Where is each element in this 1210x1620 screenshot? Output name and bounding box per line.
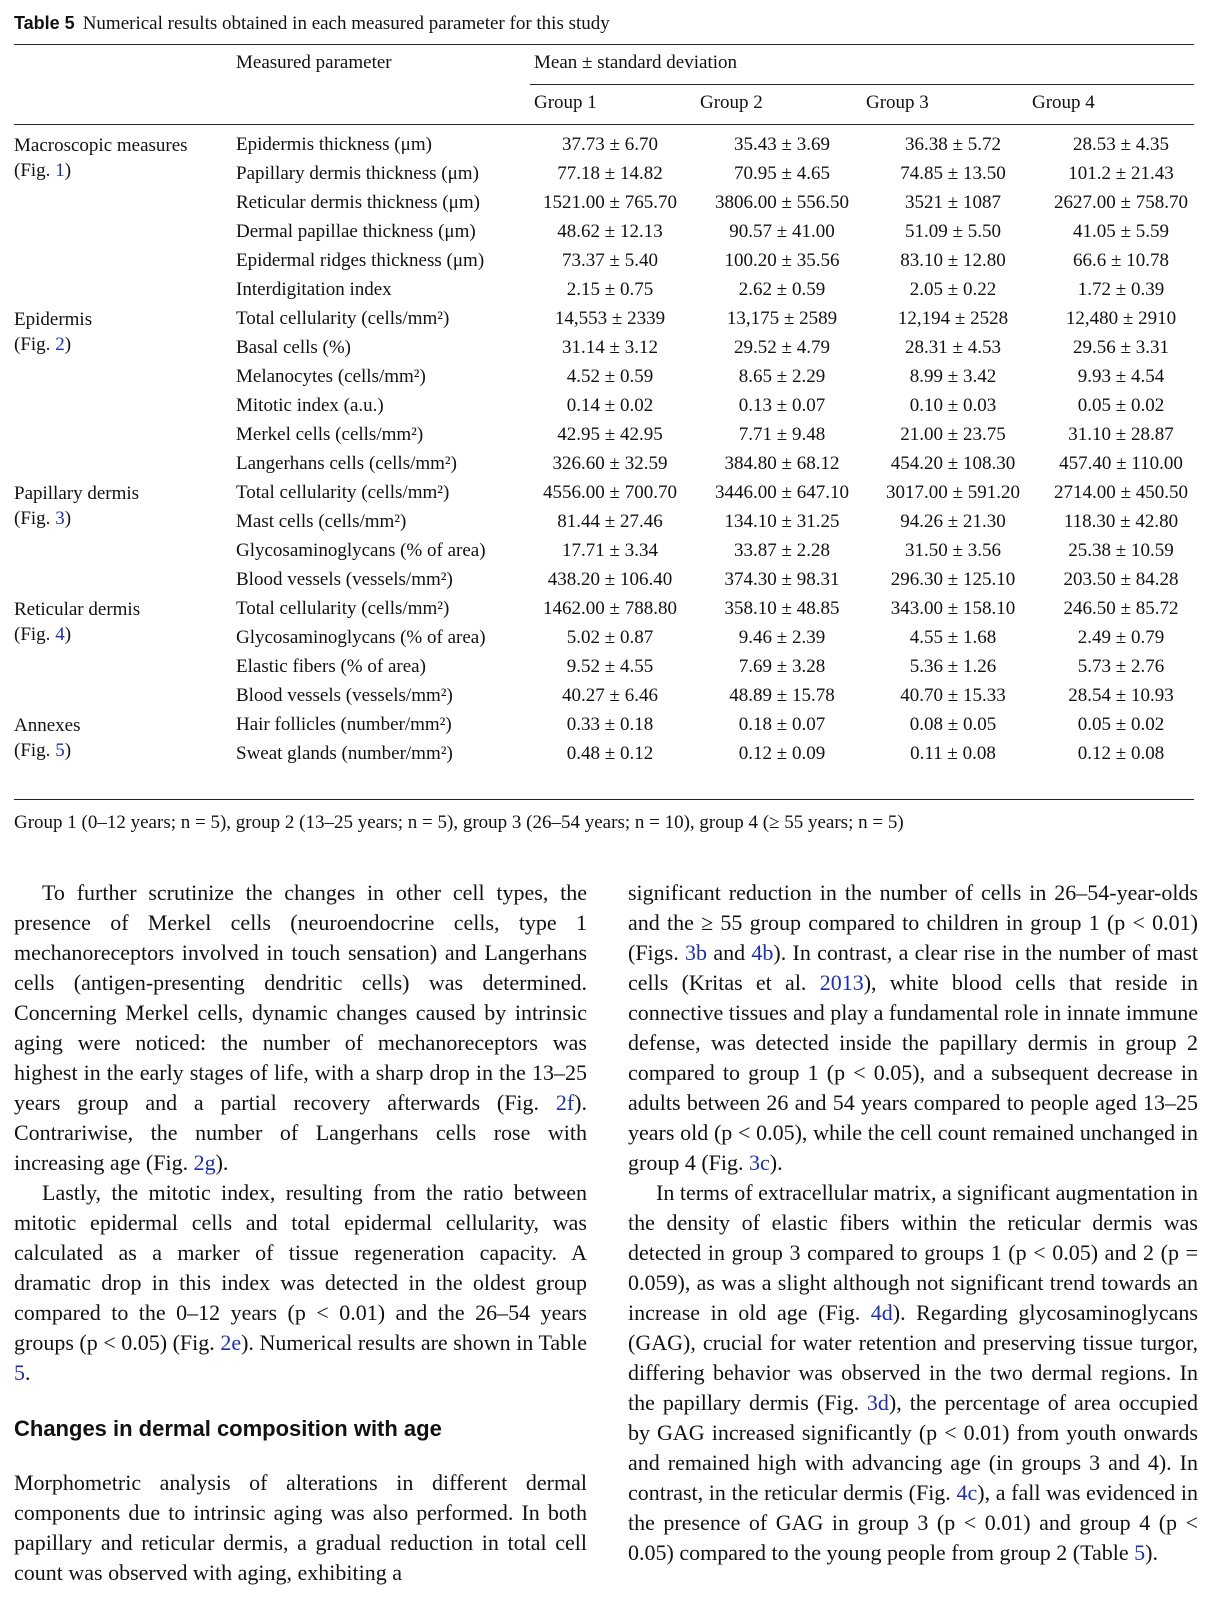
table-row (0, 333, 1210, 363)
table-row (0, 449, 1210, 479)
paragraph: In terms of extracellular matrix, a significant augmentation in the density of elastic fibers within the reticular dermis was detected in group 3 compared to groups 1 (p < 0.05) and 2 (p = 0.059), as was a slight although not significant trend towards an increase in old age (Fig. 4d). Regarding glycosaminoglycans (GAG), crucial for water retention and preserving tissue turgor, differing behavior was observed in the two dermal regions. In the papillary dermis (Fig. 3d), the percentage of area occupied by GAG increased significantly (p < 0.01) from youth onwards and remained high with advancing age (in groups 3 and 4). In contrast, in the reticular dermis (Fig. 4c), a fall was evidenced in the presence of GAG in group 3 (p < 0.01) and group 4 (p < 0.05) compared to the young people from group 2 (Table 5). (628, 1180, 1198, 1565)
table-top-rule (14, 44, 1194, 45)
figure-link[interactable]: 4c (956, 1480, 978, 1505)
figure-link[interactable]: 5 (55, 740, 65, 761)
section-label: Macroscopic measures (Fig. 1) (14, 135, 188, 181)
citation-link[interactable]: 2013 (819, 970, 864, 995)
table-row (0, 565, 1210, 595)
value-cell-group-1: 14,553 ± 2339 (554, 308, 666, 329)
table-row (0, 420, 1210, 450)
table-row (0, 536, 1210, 566)
value-cell-group-3: 40.70 ± 15.33 (900, 685, 1006, 706)
value-cell-group-4: 9.93 ± 4.54 (1077, 366, 1165, 387)
figure-link[interactable]: 2f (555, 1090, 575, 1115)
value-cell-group-2: 0.13 ± 0.07 (738, 395, 826, 416)
value-cell-group-2: 0.12 ± 0.09 (738, 743, 826, 764)
section-label: Epidermis (Fig. 2) (14, 309, 93, 355)
parameter-name: Elastic fibers (% of area) (236, 656, 426, 677)
table-row (0, 681, 1210, 711)
value-cell-group-1: 0.48 ± 0.12 (566, 743, 654, 764)
header-group-3: Group 3 (866, 92, 929, 113)
value-cell-group-3: 5.36 ± 1.26 (909, 656, 997, 677)
text-column-left (14, 878, 587, 1588)
value-cell-group-2: 48.89 ± 15.78 (729, 685, 835, 706)
table-row (0, 275, 1210, 305)
table-label: Table 5 (14, 13, 75, 33)
figure-link[interactable]: 2 (55, 334, 65, 355)
value-cell-group-2: 70.95 ± 4.65 (734, 163, 830, 184)
value-cell-group-3: 94.26 ± 21.30 (900, 511, 1006, 532)
value-cell-group-4: 2.49 ± 0.79 (1077, 627, 1165, 648)
figure-link[interactable]: 3 (55, 508, 65, 529)
figure-link[interactable]: 3b (685, 940, 708, 965)
table-row (0, 159, 1210, 189)
value-cell-group-2: 358.10 ± 48.85 (724, 598, 840, 619)
value-cell-group-1: 73.37 ± 5.40 (562, 250, 658, 271)
table-row (0, 304, 1210, 334)
paragraph: Morphometric analysis of alterations in different dermal components due to intrinsic aging was also performed. In both papillary and reticular dermis, a gradual reduction in total cell count was observed with aging, exhibiting a (14, 1470, 587, 1585)
table-row (0, 478, 1210, 508)
value-cell-group-4: 12,480 ± 2910 (1065, 308, 1177, 329)
value-cell-group-3: 4.55 ± 1.68 (909, 627, 997, 648)
value-cell-group-4: 31.10 ± 28.87 (1068, 424, 1174, 445)
parameter-name: Hair follicles (number/mm²) (236, 714, 452, 735)
figure-link[interactable]: 4 (55, 624, 65, 645)
parameter-name: Glycosaminoglycans (% of area) (236, 540, 486, 561)
value-cell-group-4: 28.53 ± 4.35 (1073, 134, 1169, 155)
value-cell-group-3: 36.38 ± 5.72 (905, 134, 1001, 155)
value-cell-group-3: 51.09 ± 5.50 (905, 221, 1001, 242)
parameter-name: Epidermal ridges thickness (μm) (236, 250, 485, 271)
parameter-name: Blood vessels (vessels/mm²) (236, 685, 453, 706)
value-cell-group-4: 0.12 ± 0.08 (1077, 743, 1165, 764)
value-cell-group-3: 296.30 ± 125.10 (890, 569, 1016, 590)
table-row (0, 130, 1210, 160)
value-cell-group-1: 1521.00 ± 765.70 (543, 192, 677, 213)
parameter-name: Reticular dermis thickness (μm) (236, 192, 480, 213)
table-row (0, 594, 1210, 624)
parameter-name: Glycosaminoglycans (% of area) (236, 627, 486, 648)
table-caption-text: Numerical results obtained in each measured parameter for this study (82, 13, 610, 34)
value-cell-group-2: 7.71 ± 9.48 (738, 424, 826, 445)
value-cell-group-1: 17.71 ± 3.34 (562, 540, 658, 561)
value-cell-group-4: 41.05 ± 5.59 (1073, 221, 1169, 242)
parameter-name: Melanocytes (cells/mm²) (236, 366, 426, 387)
parameter-name: Mitotic index (a.u.) (236, 395, 384, 416)
value-cell-group-2: 8.65 ± 2.29 (738, 366, 826, 387)
table-caption (14, 10, 1194, 37)
value-cell-group-3: 2.05 ± 0.22 (909, 279, 997, 300)
table-row (0, 362, 1210, 392)
table-header-rule (14, 124, 1194, 125)
parameter-name: Dermal papillae thickness (μm) (236, 221, 476, 242)
value-cell-group-4: 101.2 ± 21.43 (1068, 163, 1174, 184)
value-cell-group-1: 2.15 ± 0.75 (566, 279, 654, 300)
value-cell-group-1: 0.33 ± 0.18 (566, 714, 654, 735)
parameter-name: Total cellularity (cells/mm²) (236, 308, 450, 329)
value-cell-group-1: 31.14 ± 3.12 (562, 337, 658, 358)
value-cell-group-2: 2.62 ± 0.59 (738, 279, 826, 300)
value-cell-group-4: 0.05 ± 0.02 (1077, 395, 1165, 416)
figure-link[interactable]: 2e (220, 1330, 242, 1355)
value-cell-group-2: 29.52 ± 4.79 (734, 337, 830, 358)
value-cell-group-3: 454.20 ± 108.30 (890, 453, 1016, 474)
value-cell-group-1: 48.62 ± 12.13 (557, 221, 663, 242)
parameter-name: Blood vessels (vessels/mm²) (236, 569, 453, 590)
value-cell-group-4: 0.05 ± 0.02 (1077, 714, 1165, 735)
figure-link[interactable]: 3c (749, 1150, 770, 1175)
value-cell-group-1: 326.60 ± 32.59 (552, 453, 668, 474)
parameter-name: Total cellularity (cells/mm²) (236, 598, 450, 619)
table-row (0, 391, 1210, 421)
value-cell-group-1: 4.52 ± 0.59 (566, 366, 654, 387)
paragraph: significant reduction in the number of cells in 26–54-year-olds and the ≥ 55 group compared to children in group 1 (p < 0.01) (Figs. 3b and 4b). In contrast, a clear rise in the number of mast cells (Kritas et al. 2013), white blood cells that reside in connective tissues and play a fundamental role in innate immune defense, was detected inside the papillary dermis in group 2 compared to group 1 (p < 0.05), and a subsequent decrease in adults between 26 and 54 years compared to people aged 13–25 years old (p < 0.05), while the cell count remained unchanged in group 4 (Fig. 3c). (628, 880, 1198, 1175)
value-cell-group-3: 8.99 ± 3.42 (909, 366, 997, 387)
header-group-2: Group 2 (700, 92, 763, 113)
value-cell-group-4: 5.73 ± 2.76 (1077, 656, 1165, 677)
parameter-name: Merkel cells (cells/mm²) (236, 424, 424, 445)
value-cell-group-3: 343.00 ± 158.10 (890, 598, 1016, 619)
value-cell-group-2: 35.43 ± 3.69 (734, 134, 830, 155)
figure-link[interactable]: 3d (866, 1390, 889, 1415)
parameter-name: Langerhans cells (cells/mm²) (236, 453, 457, 474)
value-cell-group-3: 3017.00 ± 591.20 (886, 482, 1020, 503)
value-cell-group-4: 28.54 ± 10.93 (1068, 685, 1174, 706)
value-cell-group-4: 246.50 ± 85.72 (1063, 598, 1179, 619)
value-cell-group-2: 384.80 ± 68.12 (724, 453, 840, 474)
table-group-rule (530, 84, 1194, 85)
value-cell-group-3: 28.31 ± 4.53 (905, 337, 1001, 358)
parameter-name: Sweat glands (number/mm²) (236, 743, 453, 764)
paragraph: To further scrutinize the changes in other cell types, the presence of Merkel cells (neuroendocrine cells, type 1 mechanoreceptors involved in touch sensation) and Langerhans cells (antigen-presenting dendritic cells) was determined. Concerning Merkel cells, dynamic changes caused by intrinsic aging were noticed: the number of mechanoreceptors was highest in the early stages of life, with a sharp drop in the 13–25 years group and a partial recovery afterwards (Fig. 2f). Contrariwise, the number of Langerhans cells rose with increasing age (Fig. 2g). (14, 880, 587, 1175)
value-cell-group-1: 77.18 ± 14.82 (557, 163, 663, 184)
value-cell-group-2: 100.20 ± 35.56 (724, 250, 840, 271)
value-cell-group-1: 438.20 ± 106.40 (547, 569, 673, 590)
parameter-name: Mast cells (cells/mm²) (236, 511, 407, 532)
value-cell-group-4: 25.38 ± 10.59 (1068, 540, 1174, 561)
value-cell-group-4: 457.40 ± 110.00 (1059, 453, 1183, 474)
value-cell-group-2: 3446.00 ± 647.10 (715, 482, 849, 503)
value-cell-group-3: 3521 ± 1087 (905, 192, 1001, 213)
section-heading: Changes in dermal composition with age (14, 1416, 442, 1441)
section-label: Annexes (Fig. 5) (14, 715, 81, 761)
value-cell-group-2: 3806.00 ± 556.50 (715, 192, 849, 213)
value-cell-group-4: 1.72 ± 0.39 (1077, 279, 1165, 300)
table-row (0, 710, 1210, 740)
value-cell-group-2: 9.46 ± 2.39 (738, 627, 826, 648)
value-cell-group-1: 5.02 ± 0.87 (566, 627, 654, 648)
table-row (0, 246, 1210, 276)
value-cell-group-4: 118.30 ± 42.80 (1063, 511, 1179, 532)
value-cell-group-1: 37.73 ± 6.70 (562, 134, 658, 155)
table-bottom-rule (14, 799, 1194, 800)
table-row (0, 652, 1210, 682)
value-cell-group-2: 374.30 ± 98.31 (724, 569, 840, 590)
paragraph: Lastly, the mitotic index, resulting from the ratio between mitotic epidermal cells and total epidermal cellularity, was calculated as a marker of tissue regeneration capacity. A dramatic drop in this index was detected in the oldest group compared to the 0–12 years (p < 0.01) and the 26–54 years groups (p < 0.05) (Fig. 2e). Numerical results are shown in Table 5. (14, 1180, 587, 1385)
table-row (0, 739, 1210, 769)
value-cell-group-2: 33.87 ± 2.28 (734, 540, 830, 561)
value-cell-group-4: 29.56 ± 3.31 (1073, 337, 1169, 358)
value-cell-group-1: 1462.00 ± 788.80 (543, 598, 677, 619)
value-cell-group-4: 2627.00 ± 758.70 (1054, 192, 1188, 213)
table-row (0, 217, 1210, 247)
table-row (0, 188, 1210, 218)
value-cell-group-2: 7.69 ± 3.28 (738, 656, 826, 677)
value-cell-group-3: 0.08 ± 0.05 (909, 714, 997, 735)
value-cell-group-1: 0.14 ± 0.02 (566, 395, 654, 416)
value-cell-group-3: 31.50 ± 3.56 (905, 540, 1001, 561)
value-cell-group-3: 21.00 ± 23.75 (900, 424, 1006, 445)
value-cell-group-1: 4556.00 ± 700.70 (543, 482, 677, 503)
value-cell-group-4: 66.6 ± 10.78 (1073, 250, 1169, 271)
value-cell-group-1: 9.52 ± 4.55 (566, 656, 654, 677)
table-row (0, 623, 1210, 653)
text-column-right (628, 878, 1198, 1568)
value-cell-group-3: 0.10 ± 0.03 (909, 395, 997, 416)
figure-link[interactable]: 1 (55, 160, 65, 181)
value-cell-group-1: 81.44 ± 27.46 (557, 511, 663, 532)
value-cell-group-2: 13,175 ± 2589 (726, 308, 838, 329)
value-cell-group-3: 0.11 ± 0.08 (910, 743, 996, 764)
value-cell-group-3: 74.85 ± 13.50 (900, 163, 1006, 184)
parameter-name: Total cellularity (cells/mm²) (236, 482, 450, 503)
value-cell-group-4: 2714.00 ± 450.50 (1054, 482, 1188, 503)
parameter-name: Basal cells (%) (236, 337, 352, 358)
header-mean-sd: Mean ± standard deviation (534, 52, 738, 73)
value-cell-group-1: 40.27 ± 6.46 (562, 685, 658, 706)
table-footnote: Group 1 (0–12 years; n = 5), group 2 (13–25 years; n = 5), group 3 (26–54 years; n = 10), group 4 (≥ 55 years; n = 5) (14, 812, 904, 833)
header-group-4: Group 4 (1032, 92, 1095, 113)
parameter-name: Papillary dermis thickness (μm) (236, 163, 479, 184)
parameter-name: Epidermis thickness (μm) (236, 134, 432, 155)
value-cell-group-2: 0.18 ± 0.07 (738, 714, 826, 735)
section-label: Papillary dermis (Fig. 3) (14, 483, 140, 529)
table-link[interactable]: 5 (1134, 1540, 1146, 1565)
value-cell-group-1: 42.95 ± 42.95 (557, 424, 663, 445)
table-link[interactable]: 5 (14, 1360, 25, 1385)
value-cell-group-3: 83.10 ± 12.80 (900, 250, 1006, 271)
figure-link[interactable]: 4b (751, 940, 774, 965)
header-group-1: Group 1 (534, 92, 597, 113)
section-label: Reticular dermis (Fig. 4) (14, 599, 141, 645)
value-cell-group-4: 203.50 ± 84.28 (1063, 569, 1179, 590)
header-measured-parameter: Measured parameter (236, 52, 392, 73)
parameter-name: Interdigitation index (236, 279, 392, 300)
value-cell-group-2: 90.57 ± 41.00 (729, 221, 835, 242)
figure-link[interactable]: 2g (193, 1150, 216, 1175)
value-cell-group-2: 134.10 ± 31.25 (724, 511, 840, 532)
figure-link[interactable]: 4d (870, 1300, 893, 1325)
value-cell-group-3: 12,194 ± 2528 (897, 308, 1009, 329)
table-row (0, 507, 1210, 537)
